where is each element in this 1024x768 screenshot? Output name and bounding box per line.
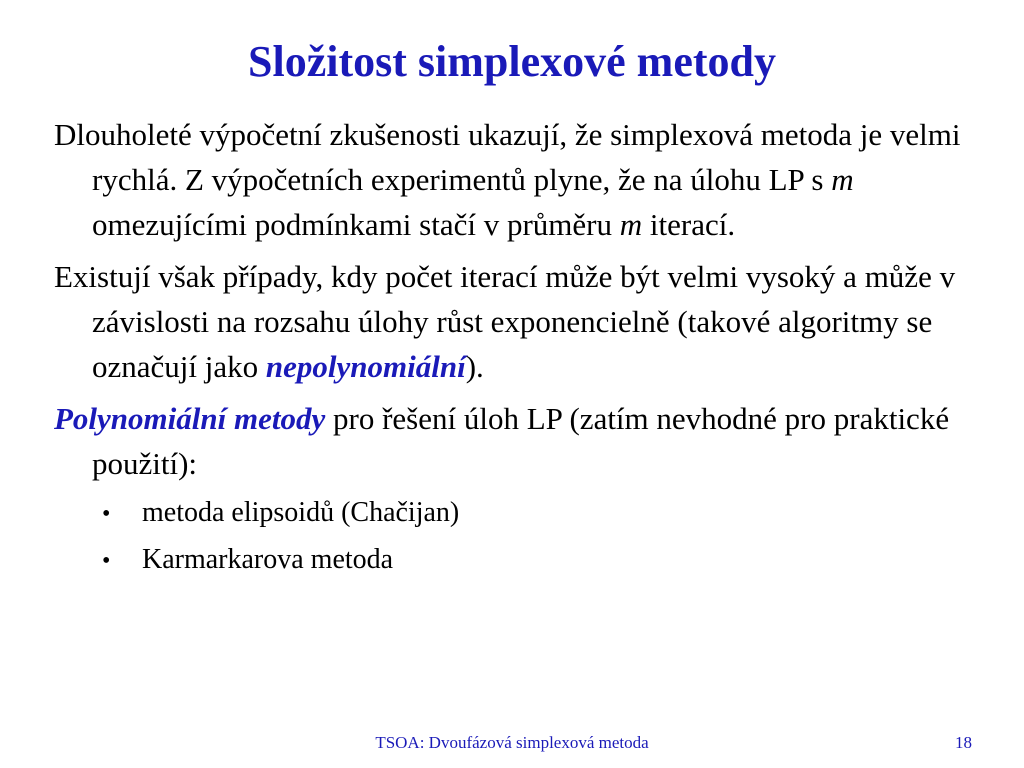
variable-m: m xyxy=(619,207,643,242)
slide-body xyxy=(54,112,994,583)
bullet-icon: • xyxy=(102,548,111,574)
page-number: 18 xyxy=(955,733,972,752)
paragraph-polynomial-methods xyxy=(54,396,994,486)
list-item xyxy=(102,491,994,536)
bullet-icon: • xyxy=(102,501,111,527)
paragraph-text: pro řešení úloh LP (zatím nevhodné pro praktické použití): xyxy=(92,401,950,481)
list-item-text: metoda elipsoidů (Chačijan) xyxy=(142,497,460,528)
list-item xyxy=(102,538,994,583)
paragraph-computational-experience xyxy=(54,112,994,247)
footer-title: TSOA: Dvoufázová simplexová metoda xyxy=(375,733,649,752)
paragraph-text: omezujícími podmínkami stačí v průměru xyxy=(92,207,620,242)
paragraph-text: ). xyxy=(465,349,484,384)
slide-title: Složitost simplexové metody xyxy=(248,37,776,86)
list-item-text: Karmarkarova metoda xyxy=(142,544,394,575)
paragraph-text: Existují však případy, kdy počet iterací může být velmi vysoký a může v závislosti na rozsahu úlohy růst exponencielně (takové algoritmy se označují jako xyxy=(54,259,956,384)
variable-m: m xyxy=(831,162,854,197)
paragraph-exponential-cases xyxy=(54,254,994,389)
highlighted-term: Polynomiální metody xyxy=(54,401,326,436)
highlighted-term: nepolynomiální xyxy=(265,349,466,384)
paragraph-text: iterací. xyxy=(642,207,736,242)
method-list xyxy=(54,491,994,583)
paragraph-text: Dlouholeté výpočetní zkušenosti ukazují, že simplexová metoda je velmi rychlá. Z výpočetních experimentů plyne, že na úlohu LP s xyxy=(54,117,961,197)
